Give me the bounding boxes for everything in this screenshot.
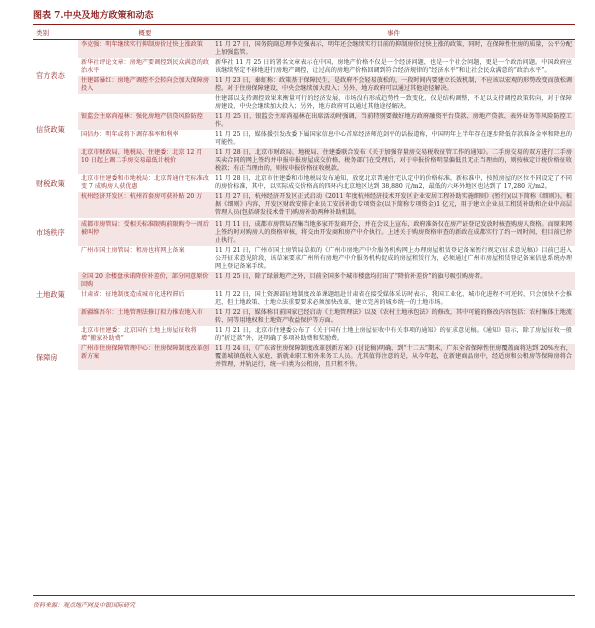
category-cell: 保障房	[36, 353, 58, 362]
event-cell: 11 月 22 日，国土资源部征地制度改革课题组赴甘肃省在接受媒体采访时表示，我国工业化、城市化进程不可逆转，只会加快不会推迟，但土地政策、土地立法重要要求必须加快改革，建立完善的城乡统一的土地市场。	[215, 291, 572, 306]
table-row	[33, 112, 575, 130]
table-body	[33, 40, 575, 373]
category-cell: 信贷政策	[36, 125, 65, 134]
event-cell: 11 月 28 日，北京市住建委和市地税局发布通知，放宽北京普通住宅认定中的价格标准。新标准中，按照房屋的区位不同设定了不同的房价标准，其中，以实际成交价格高的四环内北京地区达到 38,880 元/m2，最低的六环外地区也达到了 17,280 元/m2。	[215, 175, 572, 190]
summary-cell	[78, 94, 212, 112]
table-row	[33, 174, 575, 192]
summary-cell: 全国 20 余楼盘承诺降价补差价，部分同意原价回购	[78, 272, 212, 290]
table-row	[33, 94, 575, 112]
event-cell: 住建部以支持调控效果来衡量可行的经济发展，市场没有形成趋势性一致变化，仅是结构调整，不足以支持调控政策转向，对于保障房建设，中央会继续加大投入；另外，地方政府可以通过其他途径解决。	[215, 95, 572, 110]
table-row	[33, 272, 575, 290]
table-row	[33, 246, 575, 272]
summary-cell: 新华社评论文章：房地产要调控到民众满意的政治水平	[81, 59, 209, 74]
event-cell	[212, 370, 575, 372]
table-row	[33, 58, 575, 76]
footer-rule	[33, 595, 575, 596]
summary-cell: 成都市房管局：受相关标准限购前限购令一周后被叫停	[78, 220, 212, 246]
event-cell: 11 月 24 日，《广东省住房保障制度改革创新方案》(讨论稿)明确，到“十二五”期末，广东全省保障性住房覆盖面将达到 20%左右，覆盖城镇低收入家庭、新就业职工和外来务工人员。尤其值得注意的是，从今年起，在新建商品房中，经适房和公租房等保障房将合并管理，并轨运行，统一归类为公租房，且只租不售。	[212, 344, 575, 370]
summary-cell: 广州市国土房管局：租房也将网上备案	[81, 247, 185, 254]
table-row	[33, 130, 575, 148]
source-note: 资料来源：观点地产网及中银国际研究	[33, 602, 136, 609]
summary-cell: 李克强：明年继续实行抑制房价过快上涨政策	[78, 40, 212, 59]
table-row	[33, 308, 575, 326]
table-row	[33, 326, 575, 344]
summary-cell: 广州市住房保障管理中心：住房保障制度改革创新方案	[78, 344, 212, 370]
category-cell: 市场秩序	[36, 228, 65, 237]
table-row	[33, 344, 575, 370]
event-cell: 11 月 21 日，北京市住建委公布了《关于国有土地上房屋征收中有关事项的通知》的征求意见稿。《通知》显示，除了房屋征收一般的“折迁款”外，还明确了多项补助费和奖励费。	[215, 327, 572, 342]
title-rule	[33, 24, 575, 25]
category-cell: 官方表态	[36, 71, 65, 80]
header-event: 事件	[212, 28, 575, 40]
event-cell: 11 月 27 日，国务院副总理李克强表示，明年还会继续实行目前的抑制房价过快上涨的政策，同时，在保障性住房的质量，公平分配上加强监管。	[212, 40, 575, 59]
event-cell: 11 月 28 日，北京市财政局、地税局、住建委联合发布《关于加强存量房交易税收征管工作的通知》。二手房交易的双方进行二手房买卖合同的网上签约并申报申报房屋成交价格，税务部门在受理后，对于申报价格明显偏低且无正当理由的，则按核定计税价格征收税款；有正当理由的，则按申报价格征收税款。	[212, 148, 575, 174]
event-cell: 11 月 25 日，除了绿景地产之外，目前全国多个城市楼盘均打出了“降价补差价”的旗号吸引购房者。	[212, 272, 575, 290]
event-cell: 11 月 25 日，媒体援引发改委下属国家信息中心首席经济师范剑平的话报道称，中国明年上半年存在逐步降低存款准备金率和降息的可能性。	[215, 131, 572, 146]
table-row	[33, 370, 575, 372]
summary-cell: 北京市住建委：北京国有土地上房屋征收将增“搬家补助费”	[81, 327, 197, 342]
table-row	[33, 192, 575, 218]
event-cell: 新华社 11 月 25 日的署名文章表示在中国，房地产价格不仅是一个经济问题，也是一个社会问题，更是一个政治问题。中国政府应该继续坚定不移地进行房地产调控，让过高的房地产价格回调到符合经济规律的“经济水平”和让社会民众满意的“政治水平”。	[215, 59, 572, 74]
summary-cell	[78, 370, 212, 372]
summary-cell: 甘肃省：征地制度造成城市化进程滞后	[81, 291, 185, 298]
figure-title: 图表 7.中央及地方政策和动态	[33, 11, 154, 21]
event-cell: 11 月 23 日，秦虹称：政策基于保障民生，是政府不会轻易放松的，一段时间内要建立长效机制，不应该以宏观的形势改变而放松调控。对于住房保障建设，中央会继续加大投入；另外，地方政府可以通过其他途径解决。	[212, 76, 575, 94]
event-cell: 11 月 11 日，成都市房管局召集当地多家开发商开会，并在会议上宣布，政府准备仅在房产证登记发放时核查购房人资格。而原来网上签约时对购房人的资格审核，将交由开发商和房产中介执行。上述关于购房资格审查的新政在成都实行了约一周时间，但目前已停止执行。	[212, 220, 575, 246]
table-row	[33, 40, 575, 59]
summary-cell: 杭州经济开发区：杭州首套房可获补贴 20 万	[78, 192, 212, 218]
category-cell: 土地政策	[36, 290, 65, 299]
table-row	[33, 290, 575, 308]
summary-cell: 新疆维吾尔：土地管理法修订拟力推农地入市	[78, 308, 212, 326]
table-row	[33, 76, 575, 94]
category-cell: 财税政策	[36, 179, 65, 188]
policy-table	[33, 28, 575, 372]
header-category: 类别	[33, 28, 78, 40]
summary-cell: 国信办：明年或将下调存准率和利率	[81, 131, 179, 138]
table-header-row	[33, 28, 575, 40]
summary-cell: 银监会主席尚福林：强化房地产信贷风险防控	[78, 112, 212, 130]
header-summary: 概要	[78, 28, 212, 40]
table-row	[33, 148, 575, 174]
table-row	[33, 220, 575, 246]
summary-cell: 北京市财政局、地税局、住建委：北京 12 月 10 日起上调二手房交易最低计税价	[78, 148, 212, 174]
summary-cell: 住建部暴红：房地产调控不会转向会加大保障房投入	[78, 76, 212, 94]
event-cell: 11 月 27 日，杭州经济开发区正式启动《2011 年度杭州经济技术开发区企业安居工程补助实施细则》(暂行)(以下简称《细则》)。根据《细则》内容，开发区财政安排企业员工安居补助专项资金(以下简称专项资金)1 亿元，用于建立企业员工租赁补助和企业中高层管理人员(包括研发技术骨干)购房补助两种补助机制。	[212, 192, 575, 218]
event-cell: 11 月 25 日，银监会主席尚福林在出席活动时强调，当前特别要做好地方政府融资平台贷款、房地产贷款、表外业务等风险防控工作。	[212, 112, 575, 130]
summary-cell: 北京市住建委和市地税局：北京普通住宅标准改变 7 成购房人获优惠	[81, 175, 209, 190]
event-cell: 11 月 22 日，媒体称目前国家已经启动《土地管理法》以及《农村土地承包法》的修改，其中可能的修改内容包括：农村集体土地流转、同等用地权和土地资产收益保护等方面。	[212, 308, 575, 326]
event-cell: 11 月 21 日，广州市国土房管局草拟的《广州市房地产中介服务机构网上办理房屋租赁登记备案暂行规定(征求意见稿)》目前已进入公开征求意见阶段，该草案要求广州所有房地产中介服务机构促成的房屋租赁行为，必须通过广州市房屋租赁登记备案信息系统办理网上登记备案手续。	[215, 247, 572, 270]
